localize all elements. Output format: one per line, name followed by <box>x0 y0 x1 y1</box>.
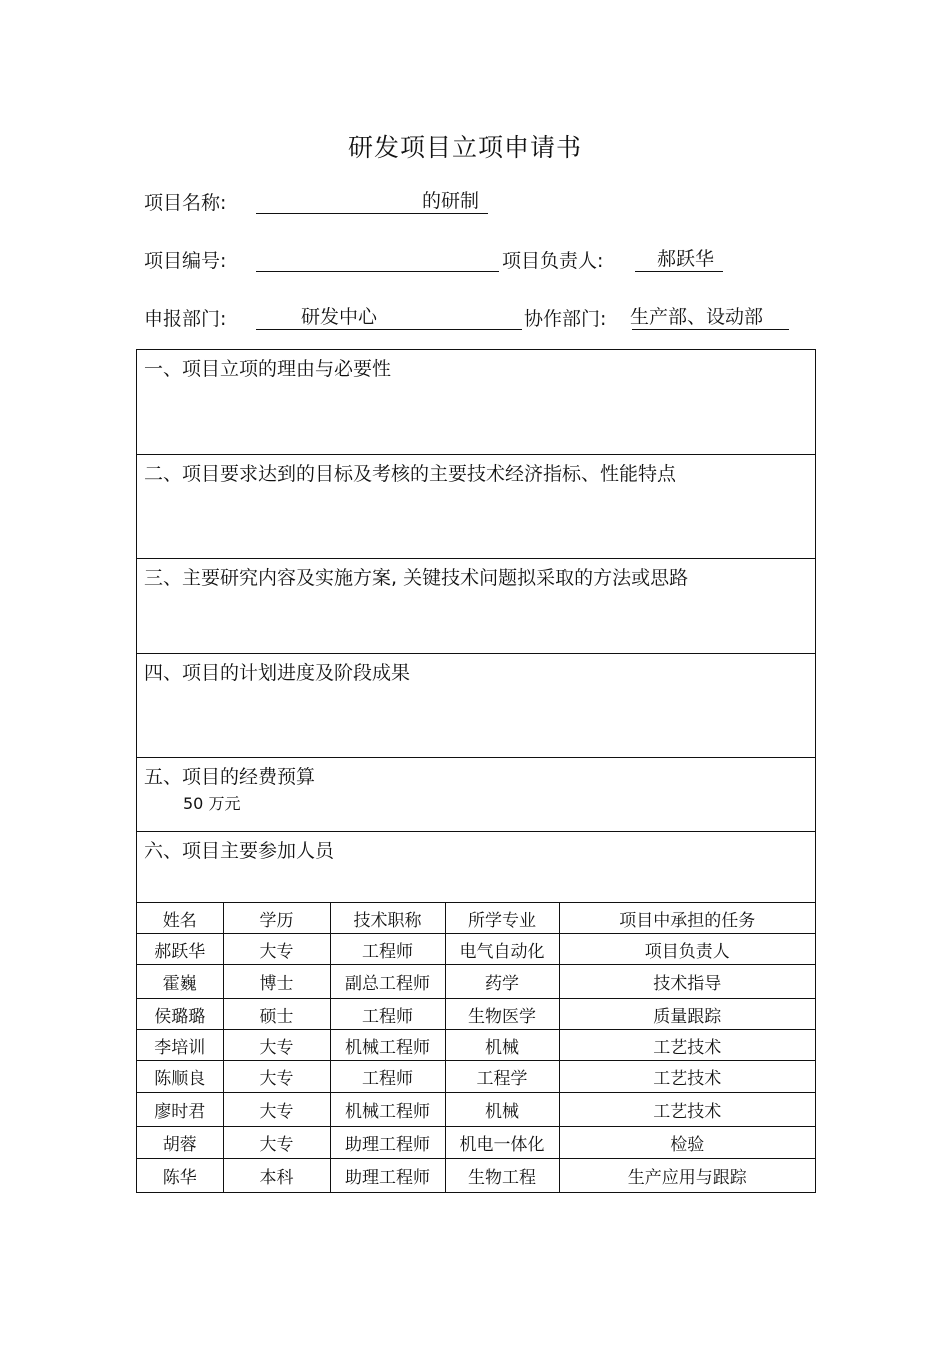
department-field[interactable] <box>256 305 522 330</box>
cell-education: 本科 <box>223 1159 330 1193</box>
cell-name: 侯璐璐 <box>137 999 223 1030</box>
department-value: 研发中心 <box>301 306 378 328</box>
cell-task: 检验 <box>559 1127 815 1159</box>
cell-title: 机械工程师 <box>330 1093 445 1127</box>
project-name-field[interactable] <box>256 189 488 214</box>
cell-title: 助理工程师 <box>330 1159 445 1193</box>
column-header-education: 学历 <box>223 903 330 934</box>
cell-task: 工艺技术 <box>559 1030 815 1061</box>
section-heading: 三、主要研究内容及实施方案, 关键技术问题拟采取的方法或思路 <box>144 567 689 589</box>
table-row <box>137 1127 815 1159</box>
cooperating-department-label: 协作部门: <box>524 308 607 330</box>
application-form <box>136 349 816 1193</box>
cell-name: 陈顺良 <box>137 1061 223 1093</box>
personnel-table <box>137 902 815 1192</box>
department-line <box>144 305 794 333</box>
column-header-name: 姓名 <box>162 910 197 931</box>
cell-major: 电气自动化 <box>445 934 559 965</box>
cell-major: 机械 <box>445 1030 559 1061</box>
cell-education: 大专 <box>223 1061 330 1093</box>
column-header-title: 技术职称 <box>330 903 445 934</box>
table-row <box>137 934 815 965</box>
project-leader-label: 项目负责人: <box>502 250 604 272</box>
cell-education: 大专 <box>223 934 330 965</box>
cell-title: 工程师 <box>330 934 445 965</box>
cell-education: 大专 <box>223 1030 330 1061</box>
cell-education: 大专 <box>223 1093 330 1127</box>
section-heading: 二、项目要求达到的目标及考核的主要技术经济指标、性能特点 <box>144 463 677 485</box>
project-leader-field[interactable] <box>635 247 723 272</box>
cell-major: 工程学 <box>445 1061 559 1093</box>
table-header-row <box>137 903 815 934</box>
cooperating-department-field[interactable] <box>632 305 789 330</box>
cooperating-department-value: 生产部、设动部 <box>630 306 764 328</box>
section-research-content[interactable] <box>137 559 815 654</box>
project-name-line <box>144 189 504 217</box>
cell-education: 大专 <box>223 1127 330 1159</box>
cell-title: 工程师 <box>330 1061 445 1093</box>
cell-title: 副总工程师 <box>330 965 445 999</box>
section-heading: 五、项目的经费预算 <box>144 766 316 788</box>
cell-task: 技术指导 <box>559 965 815 999</box>
section-rationale[interactable] <box>137 350 815 455</box>
table-row <box>137 1093 815 1127</box>
table-row <box>137 1030 815 1061</box>
project-number-line <box>144 247 744 275</box>
budget-amount: 50 万元 <box>183 794 241 813</box>
table-row <box>137 999 815 1030</box>
cell-name: 廖时君 <box>137 1093 223 1127</box>
project-number-field[interactable] <box>256 247 499 272</box>
cell-title: 助理工程师 <box>330 1127 445 1159</box>
table-row <box>137 1159 815 1193</box>
cell-major: 生物工程 <box>445 1159 559 1193</box>
section-schedule[interactable] <box>137 654 815 758</box>
cell-task: 质量跟踪 <box>559 999 815 1030</box>
section-personnel <box>137 832 815 902</box>
personnel-rows <box>137 934 815 1193</box>
cell-title: 工程师 <box>330 999 445 1030</box>
cell-task: 项目负责人 <box>559 934 815 965</box>
section-heading: 四、项目的计划进度及阶段成果 <box>144 662 411 684</box>
cell-name: 李培训 <box>137 1030 223 1061</box>
cell-major: 药学 <box>445 965 559 999</box>
cell-name: 郝跃华 <box>137 934 223 965</box>
cell-name: 胡蓉 <box>137 1127 223 1159</box>
cell-task: 工艺技术 <box>559 1061 815 1093</box>
project-leader-value: 郝跃华 <box>657 248 715 270</box>
cell-education: 博士 <box>223 965 330 999</box>
cell-education: 硕士 <box>223 999 330 1030</box>
table-row <box>137 1061 815 1093</box>
section-objectives[interactable] <box>137 455 815 559</box>
column-header-task: 项目中承担的任务 <box>559 903 815 934</box>
project-number-label: 项目编号: <box>144 250 227 272</box>
document-title: 研发项目立项申请书 <box>347 133 582 162</box>
project-name-label: 项目名称: <box>144 192 227 214</box>
cell-title: 机械工程师 <box>330 1030 445 1061</box>
section-budget[interactable] <box>137 758 815 832</box>
cell-major: 机械 <box>445 1093 559 1127</box>
section-heading: 六、项目主要参加人员 <box>144 840 335 862</box>
cell-task: 工艺技术 <box>559 1093 815 1127</box>
cell-name: 陈华 <box>137 1159 223 1193</box>
cell-task: 生产应用与跟踪 <box>559 1159 815 1193</box>
cell-major: 机电一体化 <box>445 1127 559 1159</box>
department-label: 申报部门: <box>144 308 227 330</box>
cell-name: 霍巍 <box>137 965 223 999</box>
column-header-major: 所学专业 <box>445 903 559 934</box>
section-heading: 一、项目立项的理由与必要性 <box>144 358 392 380</box>
table-row <box>137 965 815 999</box>
project-name-value: 的研制 <box>422 190 480 212</box>
cell-major: 生物医学 <box>445 999 559 1030</box>
